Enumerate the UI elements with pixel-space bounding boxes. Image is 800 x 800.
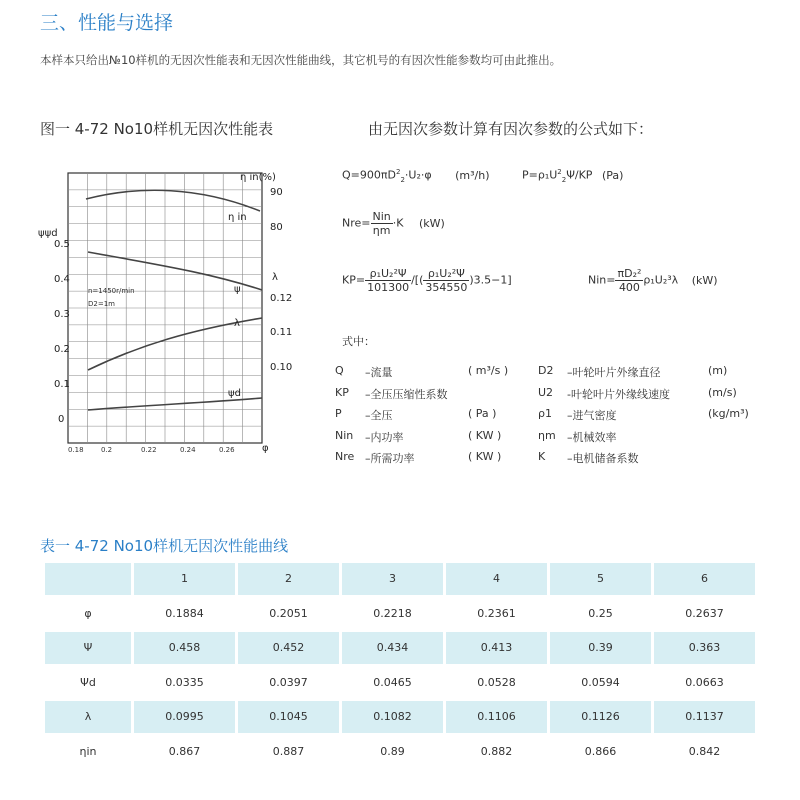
column-header: 4 (445, 562, 549, 597)
column-header (44, 562, 133, 597)
legend-unit: ( Pa ) (468, 407, 497, 420)
table-cell: 0.882 (445, 734, 549, 769)
x-tick-026: 0.26 (219, 446, 235, 454)
eta-tick-90: 90 (270, 187, 283, 198)
formula-title: 由无因次参数计算有因次参数的公式如下： (368, 120, 654, 138)
label-eta-curve: η in (228, 212, 247, 223)
formula-nre: Nre= $\frac{\text{Nin}}{\eta m}$ ·K (kW) (342, 210, 445, 237)
formula-kp: KP= $\frac{\text{ρ₁U₂²Ψ}}{101300}$ /[( $\frac{\text{ρ₁U₂²Ψ}}{354550}$ )3.5−1] (342, 267, 512, 294)
y-tick-0: 0 (58, 414, 65, 425)
intro-text: 本样本只给出№10样机的无因次性能表和无因次性能曲线，其它机号的有因次性能参数均可由此推出。 (40, 53, 562, 67)
legend-symbol-2: U2 (538, 385, 554, 399)
legend-symbol: P (335, 407, 342, 420)
table-cell: 0.0995 (133, 700, 237, 735)
legend-symbol: KP (335, 385, 349, 399)
table-row (44, 665, 757, 700)
table-cell: 0.2637 (653, 596, 757, 631)
table-cell: 0.887 (237, 734, 341, 769)
table-cell: 0.0594 (549, 665, 653, 700)
legend-symbol: Nin (335, 428, 354, 442)
x-tick-022: 0.22 (141, 446, 157, 454)
performance-table (42, 560, 758, 770)
table-cell: 0.0663 (653, 665, 757, 700)
table-cell: 0.1082 (341, 700, 445, 735)
section-heading: 三、性能与选择 (40, 12, 174, 34)
legend-symbol: Nre (335, 450, 355, 463)
table-cell: 0.89 (341, 734, 445, 769)
table-cell: 0.0528 (445, 665, 549, 700)
table-cell: 0.413 (445, 631, 549, 666)
table-title: 表一 4-72 No10样机无因次性能曲线 (40, 537, 289, 555)
legend-description-2: –进气密度 (567, 409, 617, 422)
legend-symbol: Q (335, 364, 344, 377)
legend-symbol-2: ρ1 (538, 407, 552, 420)
legend-unit: ( KW ) (468, 428, 502, 442)
column-header: 6 (653, 562, 757, 597)
table-cell: 0.1126 (549, 700, 653, 735)
table-cell: 0.866 (549, 734, 653, 769)
legend-description: –内功率 (365, 430, 404, 444)
legend-unit: ( KW ) (468, 450, 502, 463)
y-tick-01: 0.1 (54, 379, 70, 390)
label-psi-curve: ψ (234, 284, 241, 295)
x-tick-024: 0.24 (180, 446, 196, 454)
y-tick-05: 0.5 (54, 239, 70, 250)
table-cell: 0.0335 (133, 665, 237, 700)
lambda-tick-010: 0.10 (270, 362, 293, 373)
row-label: λ (44, 700, 133, 735)
table-cell: 0.434 (341, 631, 445, 666)
table-row (44, 734, 757, 769)
formula-nin: Nin= $\frac{\text{πD₂²}}{400}$ ρ₁U₂³λ (kW) (588, 267, 718, 294)
eta-tick-80: 80 (270, 222, 283, 233)
legend-description-2: –电机储备系数 (567, 452, 639, 465)
x-tick-02: 0.2 (101, 446, 113, 454)
figure-title: 图一 4-72 No10样机无因次性能表 (40, 120, 274, 138)
legend-unit-2: (kg/m³) (708, 407, 749, 420)
table-cell: 0.0465 (341, 665, 445, 700)
table-row (44, 596, 757, 631)
legend-description: –全压压缩性系数 (365, 387, 448, 401)
legend-description: –全压 (365, 409, 393, 422)
legend-symbol-2: ηm (538, 428, 556, 442)
eta-axis-label: η in(%) (240, 172, 276, 183)
legend-description: –所需功率 (365, 452, 415, 465)
column-header: 3 (341, 562, 445, 597)
table-header-row (44, 562, 757, 597)
column-header: 5 (549, 562, 653, 597)
legend-description-2: –机械效率 (567, 430, 617, 444)
y-tick-02: 0.2 (54, 344, 70, 355)
table-cell: 0.363 (653, 631, 757, 666)
table-cell: 0.2051 (237, 596, 341, 631)
table-cell: 0.1106 (445, 700, 549, 735)
x-tick-018: 0.18 (68, 446, 84, 454)
x-axis-label: φ (262, 443, 269, 454)
table-cell: 0.1137 (653, 700, 757, 735)
lambda-tick-012: 0.12 (270, 293, 293, 304)
legend-description: –流量 (365, 366, 393, 379)
row-label: φ (44, 596, 133, 631)
legend-description-2: -叶轮叶片外缘线速度 (567, 387, 670, 401)
row-label: Ψd (44, 665, 133, 700)
lambda-tick-011: 0.11 (270, 327, 293, 338)
table-cell: 0.0397 (237, 665, 341, 700)
legend-symbol-2: D2 (538, 364, 554, 377)
table-row (44, 700, 757, 735)
table-cell: 0.842 (653, 734, 757, 769)
performance-chart (30, 155, 340, 475)
table-cell: 0.452 (237, 631, 341, 666)
psi-axis-label: ψψd (38, 228, 58, 239)
table-cell: 0.867 (133, 734, 237, 769)
legend-symbol-2: K (538, 450, 546, 463)
table-row (44, 631, 757, 666)
psid-curve (88, 398, 262, 410)
where-label: 式中： (342, 335, 375, 348)
table-cell: 0.458 (133, 631, 237, 666)
legend-unit-2: (m/s) (708, 385, 737, 399)
row-label: Ψ (44, 631, 133, 666)
column-header: 1 (133, 562, 237, 597)
table-cell: 0.2361 (445, 596, 549, 631)
table-cell: 0.1884 (133, 596, 237, 631)
label-psid-curve: ψd (228, 388, 241, 399)
lambda-axis-label: λ (272, 272, 278, 283)
note-speed: n=1450r/min (88, 287, 135, 295)
column-header: 2 (237, 562, 341, 597)
note-diameter: D2=1m (88, 300, 115, 308)
table-cell: 0.39 (549, 631, 653, 666)
formula-q: $Q=900\pi D^2_2\cdot U_2\cdot\varphi$ (m³/h) (342, 168, 490, 184)
label-lambda-curve: λ (234, 318, 240, 329)
table-cell: 0.1045 (237, 700, 341, 735)
table-cell: 0.25 (549, 596, 653, 631)
legend-description-2: –叶轮叶片外缘直径 (567, 366, 661, 379)
formula-p: $P=\rho_1U^2_2\Psi/KP$ (Pa) (522, 168, 624, 184)
y-tick-03: 0.3 (54, 309, 70, 320)
eta-curve (86, 190, 260, 211)
row-label: ηin (44, 734, 133, 769)
table-cell: 0.2218 (341, 596, 445, 631)
legend-unit-2: (m) (708, 364, 728, 377)
legend-unit: ( m³/s ) (468, 364, 509, 377)
y-tick-04: 0.4 (54, 274, 70, 285)
